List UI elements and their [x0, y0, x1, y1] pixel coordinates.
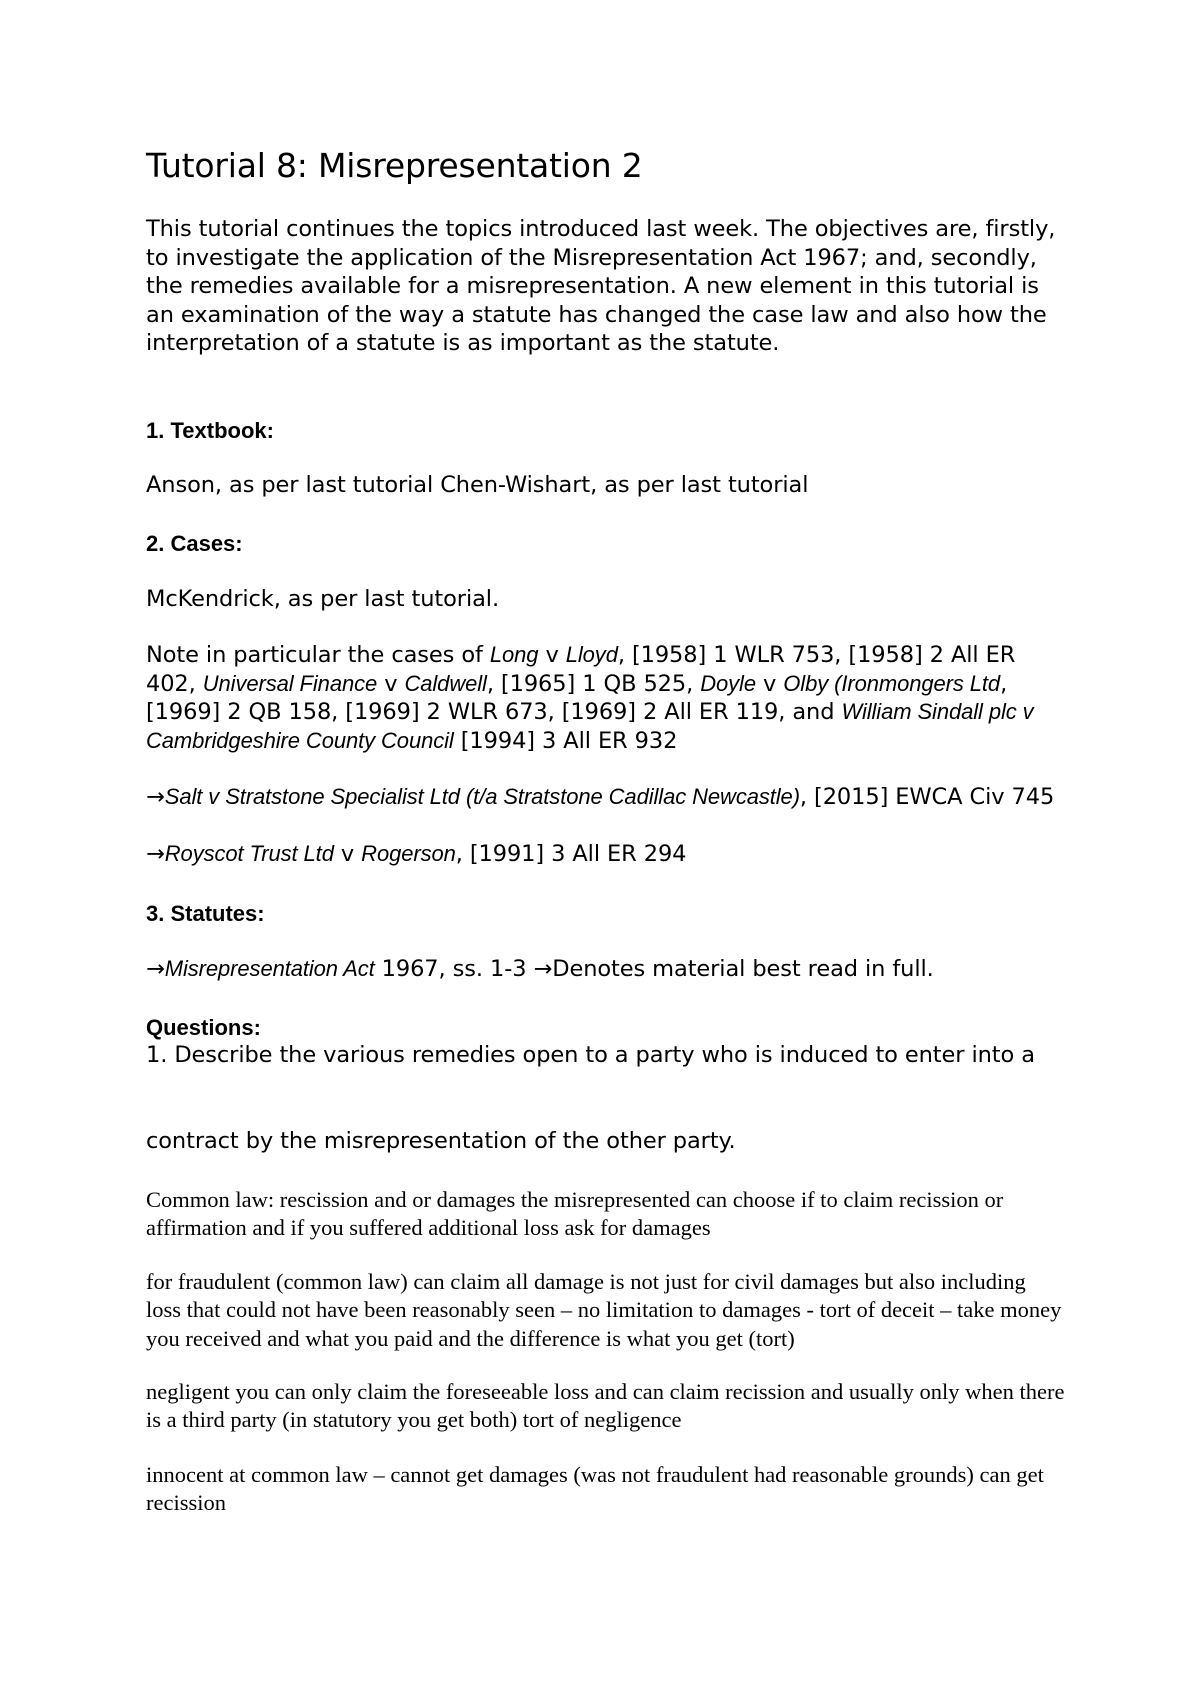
case-name: Royscot Trust Ltd	[164, 841, 334, 866]
cases-heading: 2. Cases:	[146, 531, 243, 556]
questions-heading: Questions:	[146, 1015, 261, 1040]
statute-sections: 1967, ss. 1-3	[374, 956, 534, 982]
question-1-part-2: contract by the misrepresentation of the other party.	[146, 1128, 736, 1154]
statute-name: Misrepresentation Act	[164, 956, 375, 981]
salt-case-line	[146, 783, 1066, 812]
case-citation: , [2015] EWCA Civ 745	[799, 784, 1055, 810]
case-name: Rogerson	[361, 841, 456, 866]
note-text: v	[755, 670, 784, 697]
case-name: Caldwell	[404, 670, 487, 696]
case-name: Lloyd	[565, 642, 618, 667]
answer-paragraph-common-law: Common law: rescission and or damages the misrepresented can choose if to claim recission or affirmation and if you suffered additional loss ask for damages	[146, 1187, 1004, 1241]
answer-paragraph-negligent: negligent you can only claim the foreseeable loss and can claim recission and usually only when there is a third party (in statutory you get both) tort of negligence	[146, 1379, 1065, 1433]
intro-paragraph: This tutorial continues the topics introduced last week. The objectives are, firstly, to investigate the application of the Misrepresentation Act 1967; and, secondly, the remedies available for a misrepresentation. A new element in this tutorial is an examination of the way a statute has changed the case law and also how the interpretation of a statute is as important as the statute.	[146, 216, 1056, 357]
note-text: [1994] 3 All ER 932	[453, 727, 678, 754]
note-text: Note in particular the cases of	[146, 642, 490, 668]
arrow-right-icon: →	[146, 784, 165, 810]
statutes-heading: 3. Statutes:	[146, 901, 265, 926]
case-citation: , [1991] 3 All ER 294	[455, 841, 687, 867]
arrow-right-icon: →	[146, 841, 165, 867]
textbook-text: Anson, as per last tutorial Chen-Wishart, as per last tutorial	[146, 472, 809, 498]
note-text: , [1969] 2 QB 158, [1969] 2 WLR 673, [1969] 2 All ER 119, and	[146, 670, 1008, 726]
note-text: , [1965] 1 QB 525,	[486, 670, 701, 697]
textbook-heading: 1. Textbook:	[146, 418, 274, 443]
case-name: Long	[489, 642, 539, 667]
question-1-part-1: 1. Describe the various remedies open to a party who is induced to enter into a	[146, 1042, 1035, 1068]
note-text: v	[538, 642, 566, 668]
answer-paragraph-fraudulent: for fraudulent (common law) can claim all damage is not just for civil damages but also including loss that could not have been reasonably seen – no limitation to damages - tort of deceit – take money you received and what you paid and the difference is what you get (tort)	[146, 1269, 1062, 1351]
case-name: Olby (Ironmongers Ltd	[783, 670, 1001, 696]
case-name: William Sindall plc v Cambridgeshire County Council	[146, 699, 1034, 753]
arrow-right-icon: →	[146, 956, 165, 982]
royscot-case-line	[146, 840, 1066, 869]
case-name: Universal Finance	[202, 670, 378, 696]
arrow-right-icon: →	[533, 956, 553, 982]
case-citation: v	[333, 841, 362, 867]
legend-text: Denotes material best read in full.	[552, 956, 934, 982]
mckendrick-text: McKendrick, as per last tutorial.	[146, 586, 499, 612]
case-name: Doyle	[700, 670, 756, 696]
case-name: Salt v Stratstone Specialist Ltd (t/a Stratstone Cadillac Newcastle)	[164, 784, 800, 809]
note-text: v	[377, 670, 405, 697]
page-title: Tutorial 8: Misrepresentation 2	[146, 146, 643, 185]
cases-note-paragraph	[146, 641, 1066, 755]
answer-paragraph-innocent: innocent at common law – cannot get damages (was not fraudulent had reasonable grounds) can get recission	[146, 1462, 1044, 1516]
statute-line	[146, 955, 1066, 984]
note-text: , [1958] 1 WLR 753, [1958] 2 All ER 402,	[146, 642, 1016, 697]
